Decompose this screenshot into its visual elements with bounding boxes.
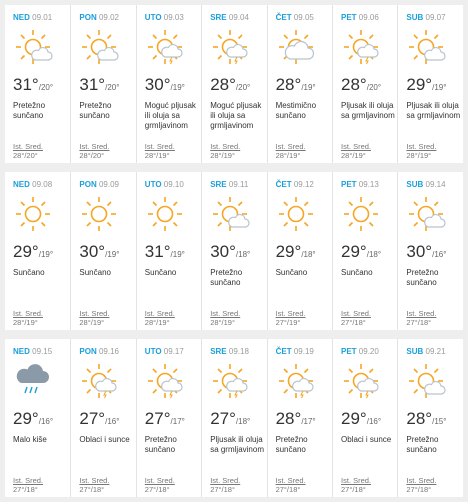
high-temp: 31° <box>144 242 171 261</box>
temperature <box>406 409 446 429</box>
day-header <box>276 13 332 22</box>
day-name: ČET <box>275 180 292 189</box>
day-date: 09.01 <box>32 13 53 22</box>
sun-cloud-icon <box>406 194 446 234</box>
high-temp: 28° <box>406 409 433 428</box>
historical-average <box>341 476 371 494</box>
temperature <box>406 75 446 95</box>
sun-cloud-thunder-icon <box>145 361 185 401</box>
day-cell[interactable] <box>70 5 135 163</box>
weather-description: Malo kiše <box>13 435 47 444</box>
historical-average <box>210 142 240 160</box>
weather-description: Pretežno sunčano <box>79 101 112 120</box>
historical-average-label[interactable]: Ist. Sred. <box>13 476 44 485</box>
low-temp: /20° <box>105 83 120 92</box>
weather-description: Pljusak ili oluja sa grmljavinom <box>341 101 395 120</box>
sun-cloud-thunder-icon <box>210 361 250 401</box>
historical-average <box>276 476 306 494</box>
historical-average-label[interactable]: Ist. Sred. <box>79 142 110 151</box>
day-name: SUB <box>406 13 424 22</box>
historical-average-value: 28°/19° <box>144 151 170 160</box>
historical-average <box>13 476 43 494</box>
day-cell[interactable] <box>70 172 135 330</box>
day-header <box>341 180 397 189</box>
historical-average-value: 27°/18° <box>13 485 38 494</box>
day-date: 09.14 <box>425 180 446 189</box>
day-name: SRE <box>210 180 227 189</box>
day-cell[interactable] <box>201 172 266 330</box>
historical-average-value: 28°/19° <box>13 318 38 327</box>
day-name: ČET <box>275 13 292 22</box>
weather-description: Pretežno sunčano <box>144 435 177 454</box>
high-temp: 29° <box>13 242 39 261</box>
low-temp: /20° <box>235 83 251 92</box>
sun-icon <box>276 194 316 234</box>
day-header <box>406 347 462 356</box>
temperature <box>79 409 119 429</box>
rain-cloud-icon <box>13 361 53 401</box>
temperature <box>145 75 185 95</box>
historical-average <box>406 476 436 494</box>
day-name: UTO <box>144 13 162 22</box>
day-name: UTO <box>144 180 162 189</box>
day-date: 09.05 <box>293 13 314 22</box>
temperature <box>276 75 316 95</box>
historical-average-label[interactable]: Ist. Sred. <box>210 142 241 151</box>
weather-description: Pretežno sunčano <box>210 268 243 287</box>
historical-average-value: 27°/18° <box>144 485 170 494</box>
historical-average-label[interactable]: Ist. Sred. <box>79 309 110 318</box>
historical-average-label[interactable]: Ist. Sred. <box>406 142 437 151</box>
week-row-1 <box>5 5 463 163</box>
historical-average <box>79 142 109 160</box>
historical-average-label[interactable]: Ist. Sred. <box>13 309 44 318</box>
high-temp: 28° <box>275 409 302 428</box>
day-date: 09.21 <box>425 347 446 356</box>
day-date: 09.04 <box>228 13 249 22</box>
sun-cloud-thunder-icon <box>79 361 119 401</box>
day-cell[interactable] <box>332 172 397 330</box>
low-temp: /16° <box>105 417 120 426</box>
sun-cloud-icon <box>406 361 446 401</box>
temperature <box>210 242 250 262</box>
day-header <box>13 13 70 22</box>
historical-average-label[interactable]: Ist. Sred. <box>144 142 175 151</box>
historical-average <box>13 309 43 327</box>
historical-average-label[interactable]: Ist. Sred. <box>341 142 372 151</box>
historical-average <box>210 309 240 327</box>
day-name: PON <box>79 180 97 189</box>
temperature <box>145 409 185 429</box>
day-cell[interactable] <box>5 172 70 330</box>
weather-description: Pretežno sunčano <box>13 101 46 120</box>
day-date: 09.02 <box>98 13 119 22</box>
weather-description: Pljusak ili oluja sa grmljavinom <box>406 101 461 120</box>
day-date: 09.18 <box>228 347 249 356</box>
historical-average-value: 27°/18° <box>406 485 432 494</box>
weather-description: Oblaci i sunce <box>79 435 130 444</box>
day-name: SUB <box>406 347 424 356</box>
high-temp: 28° <box>275 75 302 94</box>
high-temp: 31° <box>13 75 39 94</box>
historical-average <box>406 142 436 160</box>
low-temp: /18° <box>235 417 251 426</box>
weather-description: Sunčano <box>341 268 373 277</box>
sun-cloud-icon <box>210 194 250 234</box>
day-header <box>79 13 135 22</box>
day-header <box>276 180 332 189</box>
historical-average-value: 28°/19° <box>341 151 366 160</box>
temperature <box>145 242 185 262</box>
historical-average-value: 27°/18° <box>210 485 235 494</box>
day-name: PON <box>79 13 97 22</box>
historical-average-value: 27°/18° <box>341 318 366 327</box>
high-temp: 29° <box>406 75 433 94</box>
temperature <box>341 242 381 262</box>
sun-cloud-icon <box>79 27 119 67</box>
historical-average <box>341 309 371 327</box>
temperature <box>79 75 119 95</box>
high-temp: 29° <box>275 242 302 261</box>
historical-average-label[interactable]: Ist. Sred. <box>210 476 241 485</box>
day-date: 09.12 <box>293 180 314 189</box>
low-temp: /16° <box>432 250 447 259</box>
day-header <box>13 180 70 189</box>
low-temp: /15° <box>432 417 447 426</box>
sun-icon <box>79 194 119 234</box>
day-name: SRE <box>210 347 227 356</box>
day-cell[interactable] <box>267 339 332 497</box>
low-temp: /16° <box>366 417 382 426</box>
weather-description: Moguć pljusak ili oluja sa grmljavinom <box>144 101 196 130</box>
day-date: 09.03 <box>163 13 184 22</box>
day-cell[interactable] <box>5 339 70 497</box>
day-name: NED <box>13 347 30 356</box>
day-cell[interactable] <box>267 5 332 163</box>
historical-average-value: 28°/19° <box>144 318 170 327</box>
historical-average <box>406 309 436 327</box>
day-date: 09.16 <box>98 347 119 356</box>
historical-average-value: 28°/19° <box>210 318 235 327</box>
sun-cloud-icon <box>406 27 446 67</box>
day-cell[interactable] <box>201 5 266 163</box>
low-temp: /19° <box>38 250 54 259</box>
historical-average-label[interactable]: Ist. Sred. <box>275 476 306 485</box>
historical-average-value: 27°/19° <box>275 318 301 327</box>
day-header <box>341 347 397 356</box>
temperature <box>341 409 381 429</box>
day-header <box>210 347 266 356</box>
low-temp: /20° <box>366 83 382 92</box>
historical-average-label[interactable]: Ist. Sred. <box>275 142 306 151</box>
historical-average-value: 28°/19° <box>275 151 301 160</box>
historical-average-label[interactable]: Ist. Sred. <box>79 476 110 485</box>
low-temp: /18° <box>235 250 251 259</box>
day-date: 09.09 <box>98 180 119 189</box>
historical-average-label[interactable]: Ist. Sred. <box>144 476 175 485</box>
historical-average-label[interactable]: Ist. Sred. <box>210 309 241 318</box>
day-date: 09.20 <box>358 347 379 356</box>
historical-average-label[interactable]: Ist. Sred. <box>406 476 437 485</box>
high-temp: 30° <box>210 242 236 261</box>
day-name: PON <box>79 347 97 356</box>
sun-cloud-thunder-icon <box>341 361 381 401</box>
historical-average-label[interactable]: Ist. Sred. <box>341 476 372 485</box>
day-name: PET <box>341 180 357 189</box>
temperature <box>276 409 316 429</box>
day-date: 09.08 <box>32 180 53 189</box>
high-temp: 27° <box>210 409 236 428</box>
historical-average <box>276 142 306 160</box>
weather-description: Oblaci i sunce <box>341 435 392 444</box>
low-temp: /19° <box>301 83 316 92</box>
historical-average-value: 28°/20° <box>13 151 38 160</box>
day-header <box>79 180 135 189</box>
historical-average-value: 27°/18° <box>79 485 105 494</box>
weather-description: Mestimično sunčano <box>275 101 317 120</box>
day-cell[interactable] <box>397 5 462 163</box>
day-name: NED <box>13 180 30 189</box>
sun-cloud-thunder-icon <box>341 27 381 67</box>
day-header <box>145 180 201 189</box>
historical-average <box>13 142 43 160</box>
day-cell[interactable] <box>397 172 462 330</box>
historical-average-value: 27°/18° <box>406 318 432 327</box>
day-header <box>13 347 70 356</box>
day-cell[interactable] <box>5 5 70 163</box>
day-name: SUB <box>406 180 424 189</box>
day-header <box>276 347 332 356</box>
day-name: UTO <box>144 347 162 356</box>
day-date: 09.15 <box>32 347 53 356</box>
day-header <box>145 13 201 22</box>
weather-description: Pljusak ili oluja sa grmljavinom <box>210 435 264 454</box>
week-row-3 <box>5 339 463 497</box>
day-header <box>145 347 201 356</box>
low-temp: /16° <box>38 417 54 426</box>
temperature <box>341 75 381 95</box>
partly-cloudy-icon <box>276 27 316 67</box>
low-temp: /20° <box>38 83 54 92</box>
sun-cloud-thunder-icon <box>276 361 316 401</box>
historical-average <box>145 142 175 160</box>
day-name: SRE <box>210 13 227 22</box>
high-temp: 28° <box>341 75 367 94</box>
sun-icon <box>145 194 185 234</box>
day-date: 09.17 <box>163 347 184 356</box>
weather-description: Pretežno sunčano <box>406 268 439 287</box>
low-temp: /18° <box>366 250 382 259</box>
historical-average-value: 28°/19° <box>406 151 432 160</box>
high-temp: 29° <box>341 409 367 428</box>
day-date: 09.07 <box>425 13 446 22</box>
day-header <box>79 347 135 356</box>
day-cell[interactable] <box>201 339 266 497</box>
weather-description: Pretežno sunčano <box>275 435 308 454</box>
low-temp: /17° <box>170 417 185 426</box>
temperature <box>406 242 446 262</box>
day-cell[interactable] <box>397 339 462 497</box>
day-header <box>341 13 397 22</box>
day-date: 09.06 <box>358 13 379 22</box>
historical-average-value: 28°/19° <box>79 318 105 327</box>
day-cell[interactable] <box>267 172 332 330</box>
historical-average-label[interactable]: Ist. Sred. <box>275 309 306 318</box>
day-name: PET <box>341 13 357 22</box>
historical-average-label[interactable]: Ist. Sred. <box>13 142 44 151</box>
day-header <box>210 180 266 189</box>
temperature <box>79 242 119 262</box>
historical-average <box>341 142 371 160</box>
weather-description: Sunčano <box>13 268 45 277</box>
day-date: 09.13 <box>358 180 379 189</box>
day-cell[interactable] <box>332 339 397 497</box>
low-temp: /19° <box>105 250 120 259</box>
historical-average <box>79 476 109 494</box>
high-temp: 29° <box>341 242 367 261</box>
temperature <box>276 242 316 262</box>
temperature <box>210 409 250 429</box>
day-date: 09.11 <box>228 180 249 189</box>
historical-average <box>210 476 240 494</box>
sun-cloud-thunder-icon <box>210 27 250 67</box>
low-temp: /19° <box>170 250 185 259</box>
weather-description: Sunčano <box>144 268 177 277</box>
day-date: 09.10 <box>163 180 184 189</box>
day-header <box>406 13 462 22</box>
high-temp: 31° <box>79 75 106 94</box>
historical-average-label[interactable]: Ist. Sred. <box>341 309 372 318</box>
low-temp: /19° <box>170 83 185 92</box>
historical-average-value: 28°/19° <box>210 151 235 160</box>
day-name: ČET <box>275 347 292 356</box>
high-temp: 27° <box>144 409 171 428</box>
historical-average-value: 27°/18° <box>341 485 366 494</box>
historical-average-value: 28°/20° <box>79 151 105 160</box>
day-name: NED <box>13 13 30 22</box>
high-temp: 29° <box>13 409 39 428</box>
temperature <box>13 75 53 95</box>
week-row-2 <box>5 172 463 330</box>
day-cell[interactable] <box>70 339 135 497</box>
weather-description: Sunčano <box>79 268 111 277</box>
temperature <box>210 75 250 95</box>
weather-description: Sunčano <box>275 268 308 277</box>
day-date: 09.19 <box>293 347 314 356</box>
high-temp: 30° <box>144 75 171 94</box>
day-name: PET <box>341 347 357 356</box>
historical-average-label[interactable]: Ist. Sred. <box>406 309 437 318</box>
historical-average <box>145 309 175 327</box>
high-temp: 28° <box>210 75 236 94</box>
temperature <box>13 242 53 262</box>
low-temp: /18° <box>301 250 316 259</box>
sun-icon <box>13 194 53 234</box>
high-temp: 27° <box>79 409 106 428</box>
high-temp: 30° <box>79 242 106 261</box>
low-temp: /19° <box>432 83 447 92</box>
low-temp: /17° <box>301 417 316 426</box>
day-header <box>210 13 266 22</box>
high-temp: 30° <box>406 242 433 261</box>
weather-description: Pretežno sunčano <box>406 435 439 454</box>
historical-average <box>145 476 175 494</box>
sun-cloud-thunder-icon <box>145 27 185 67</box>
day-cell[interactable] <box>136 339 201 497</box>
weather-description: Moguć pljusak ili oluja sa grmljavinom <box>210 101 262 130</box>
historical-average <box>79 309 109 327</box>
historical-average-value: 27°/18° <box>275 485 301 494</box>
historical-average <box>276 309 306 327</box>
day-cell[interactable] <box>136 5 201 163</box>
sun-icon <box>341 194 381 234</box>
sun-cloud-icon <box>13 27 53 67</box>
day-cell[interactable] <box>332 5 397 163</box>
temperature <box>13 409 53 429</box>
day-cell[interactable] <box>136 172 201 330</box>
day-header <box>406 180 462 189</box>
historical-average-label[interactable]: Ist. Sred. <box>144 309 175 318</box>
